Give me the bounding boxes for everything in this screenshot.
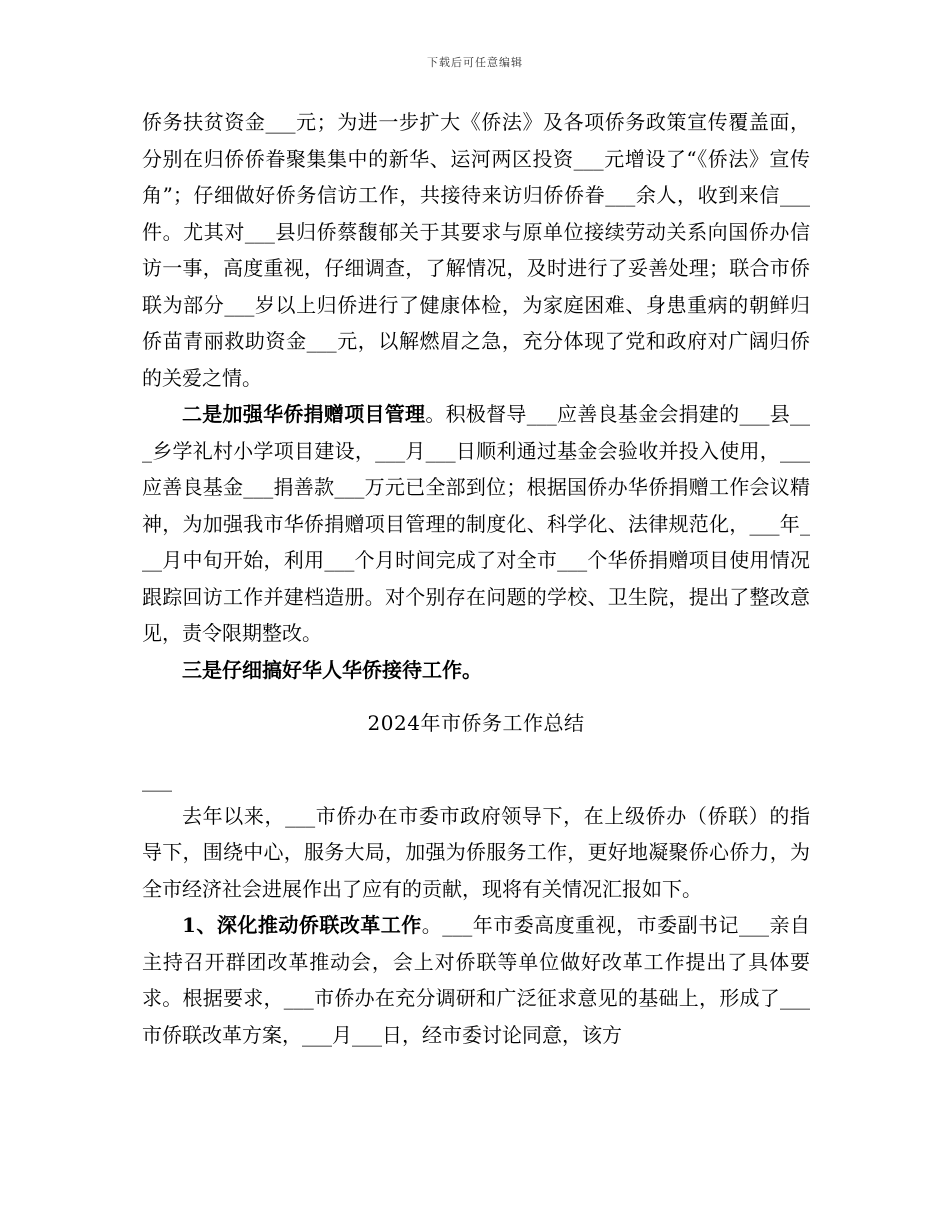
blank-placeholder: ___ — [142, 767, 172, 792]
section-heading-reception: 三是仔细搞好华人华侨接待工作。 — [182, 657, 482, 682]
paragraph-introduction: 去年以来，___市侨办在市委市政府领导下，在上级侨办（侨联）的指导下，围绕中心，服务大局，加强为侨服务工作，更好地凝聚侨心侨力，为全市经济社会进展作出了应有的贡献，现将有关情况汇报如下。 — [142, 803, 810, 901]
section-heading-donation: 二是加强华侨捐赠项目管理 — [182, 402, 426, 426]
paragraph-reform — [142, 907, 810, 1053]
paragraph-donation-text: 。积极督导___应善良基金会捐建的___县___乡学礼村小学项目建设，___月___日顺利通过基金会验收并投入使用，___应善良基金___捐善款___万元已全部到位；根据国侨办华侨捐赠工作会议精神，为加强我市华侨捐赠项目管理的制度化、科学化、法律规范化，___年___月中旬开始，利用___个月时间完成了对全市___个华侨捐赠项目使用情况跟踪回访工作并建档造册。对个别存在问题的学校、卫生院，提出了整改意见，责令限期整改。 — [142, 402, 811, 645]
document-title: 2024年市侨务工作总结 — [367, 711, 585, 735]
paragraph-reform-text: 。___年市委高度重视，市委副书记___亲自主持召开群团改革推动会，会上对侨联等单位做好改革工作提出了具体要求。根据要求，___市侨办在充分调研和广泛征求意见的基础上，形成了___市侨联改革方案，___月___日，经市委讨论同意，该方 — [142, 913, 811, 1047]
page-header: 下载后可任意编辑 — [427, 56, 523, 69]
section-heading-reform: 1、深化推动侨联改革工作 — [182, 913, 422, 937]
document-body — [142, 104, 810, 1053]
paragraph-donation-projects — [142, 396, 810, 652]
paragraph-overseas-aid: 侨务扶贫资金___元；为进一步扩大《侨法》及各项侨务政策宣传覆盖面，分别在归侨侨眷聚集集中的新华、运河两区投资___元增设了“《侨法》宣传角”；仔细做好侨务信访工作，共接待来访归侨侨眷___余人，收到来信___件。尤其对___县归侨蔡馥郁关于其要求与原单位接续劳动关系向国侨办信访一事，高度重视，仔细调查，了解情况，及时进行了妥善处理；联合市侨联为部分___岁以上归侨进行了健康体检，为家庭困难、身患重病的朝鲜归侨苗青丽救助资金___元，以解燃眉之急，充分体现了党和政府对广阔归侨的关爱之情。 — [142, 110, 810, 390]
